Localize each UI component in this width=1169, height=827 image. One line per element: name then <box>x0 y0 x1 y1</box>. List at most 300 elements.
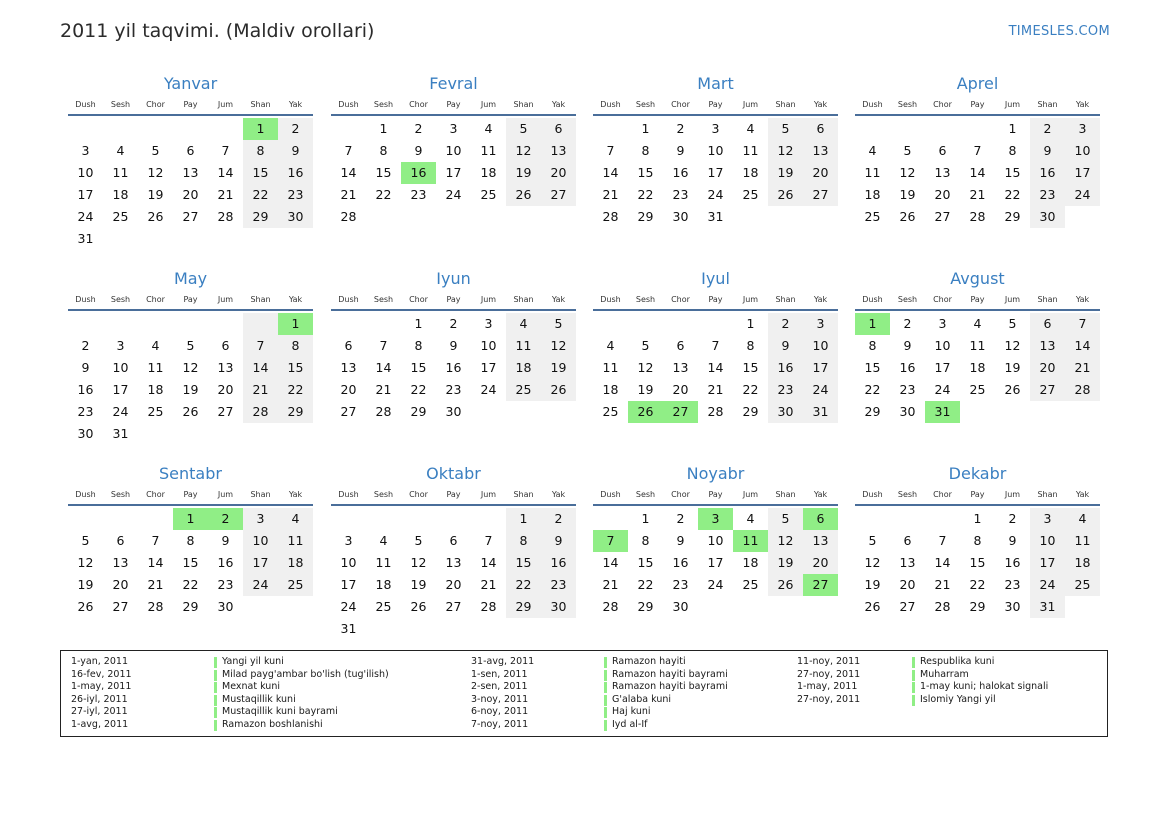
day-cell: 12 <box>899 165 916 180</box>
day-cell: 12 <box>506 140 541 162</box>
day-cell: 24 <box>803 379 838 401</box>
day-cell: 23 <box>1030 184 1065 206</box>
empty-cell <box>1065 206 1100 228</box>
weekday-label: Shan <box>513 100 534 109</box>
day-cell: 23 <box>672 187 689 202</box>
holiday-date: 11-noy, 2011 <box>797 656 861 667</box>
day-cell: 17 <box>77 187 94 202</box>
day-cell: 2 <box>414 121 423 136</box>
day-cell: 4 <box>506 313 541 335</box>
day-cell: 6 <box>803 118 838 140</box>
day-cell: 13 <box>1030 335 1065 357</box>
month-name: Yanvar <box>163 74 218 93</box>
day-grid <box>855 118 1100 228</box>
month-name: Oktabr <box>426 464 481 483</box>
day-cell: 19 <box>899 187 916 202</box>
weekday-label: Pay <box>446 295 461 304</box>
weekday-label: Sesh <box>110 100 131 109</box>
day-cell: 9 <box>221 533 230 548</box>
day-cell: 3 <box>1065 118 1100 140</box>
day-cell: 10 <box>340 555 357 570</box>
day-cell: 25 <box>480 187 497 202</box>
day-cell: 22 <box>410 382 427 397</box>
day-cell: 3 <box>344 533 353 548</box>
day-cell: 24 <box>1030 574 1065 596</box>
day-cell: 23 <box>672 577 689 592</box>
day-cell: 8 <box>641 143 650 158</box>
day-cell: 27 <box>340 404 357 419</box>
empty-cell <box>436 618 471 640</box>
weekday-label: Dush <box>600 100 621 109</box>
weekday-label: Jum <box>742 100 759 109</box>
day-cell: 15 <box>637 165 654 180</box>
day-cell: 25 <box>1065 574 1100 596</box>
day-cell: 14 <box>243 357 278 379</box>
month-name: May <box>173 269 208 288</box>
empty-cell <box>243 423 278 445</box>
holiday-marker <box>912 657 915 668</box>
weekday-label: Chor <box>409 295 428 304</box>
day-cell: 14 <box>340 165 357 180</box>
holiday-date: 6-noy, 2011 <box>471 706 529 717</box>
holiday-name: Yangi yil kuni <box>222 656 284 667</box>
holiday-name: Respublika kuni <box>920 656 995 667</box>
legend-item <box>61 694 1107 707</box>
weekday-label: Yak <box>813 295 828 304</box>
legend-item <box>61 656 1107 669</box>
day-cell: 31 <box>925 401 960 423</box>
month-name: Noyabr <box>686 464 745 483</box>
weekday-label: Shan <box>775 295 796 304</box>
day-cell: 10 <box>934 338 951 353</box>
day-cell: 31 <box>803 401 838 423</box>
month-iyun <box>331 267 576 423</box>
day-cell: 15 <box>1004 165 1021 180</box>
day-cell: 11 <box>733 530 768 552</box>
empty-cell <box>366 206 401 228</box>
day-cell: 15 <box>278 357 313 379</box>
day-cell: 21 <box>147 577 164 592</box>
month-name: Sentabr <box>159 464 222 483</box>
weekday-label: Yak <box>288 100 303 109</box>
day-cell: 17 <box>112 382 129 397</box>
empty-cell <box>208 118 243 140</box>
day-cell: 4 <box>379 533 388 548</box>
day-cell: 8 <box>973 533 982 548</box>
weekday-header <box>331 98 576 116</box>
empty-cell <box>593 118 628 140</box>
day-cell: 14 <box>934 555 951 570</box>
day-grid <box>68 313 313 445</box>
empty-cell <box>471 508 506 530</box>
empty-cell <box>366 618 401 640</box>
day-cell: 24 <box>707 577 724 592</box>
day-cell: 4 <box>606 338 615 353</box>
empty-cell <box>541 401 576 423</box>
day-cell: 24 <box>934 382 951 397</box>
day-cell: 28 <box>147 599 164 614</box>
brand-link[interactable]: TIMESLES.COM <box>1008 24 1110 39</box>
holiday-name: Milad payg'ambar bo'lish (tug'ilish) <box>222 668 389 680</box>
day-cell: 27 <box>217 404 234 419</box>
day-cell: 1 <box>1008 121 1017 136</box>
day-cell: 9 <box>278 140 313 162</box>
day-cell: 4 <box>278 508 313 530</box>
empty-cell <box>208 313 243 335</box>
day-cell: 11 <box>602 360 619 375</box>
day-cell: 31 <box>340 621 357 636</box>
day-cell: 16 <box>768 357 803 379</box>
day-cell: 28 <box>602 599 619 614</box>
weekday-header <box>68 293 313 311</box>
day-grid <box>855 508 1100 618</box>
month-oktabr <box>331 462 576 640</box>
day-cell: 16 <box>445 360 462 375</box>
day-cell: 8 <box>746 338 755 353</box>
day-cell: 22 <box>864 382 881 397</box>
day-cell: 13 <box>541 140 576 162</box>
day-cell: 16 <box>278 162 313 184</box>
empty-cell <box>103 228 138 250</box>
day-cell: 1 <box>278 313 313 335</box>
day-cell: 31 <box>707 209 724 224</box>
day-cell: 21 <box>707 382 724 397</box>
day-cell: 27 <box>182 209 199 224</box>
holiday-name: Ramazon hayiti bayrami <box>612 681 728 692</box>
day-cell: 3 <box>243 508 278 530</box>
day-cell: 3 <box>938 316 947 331</box>
day-cell: 2 <box>676 121 685 136</box>
empty-cell <box>243 596 278 618</box>
day-cell: 13 <box>112 555 129 570</box>
weekday-header <box>68 488 313 506</box>
day-cell: 14 <box>375 360 392 375</box>
month-fevral <box>331 72 576 228</box>
empty-cell <box>663 313 698 335</box>
legend-item <box>61 706 1107 719</box>
day-cell: 23 <box>1004 577 1021 592</box>
day-cell: 9 <box>676 533 685 548</box>
day-cell: 8 <box>379 143 388 158</box>
weekday-label: Pay <box>446 100 461 109</box>
day-cell: 21 <box>602 577 619 592</box>
day-cell: 9 <box>676 143 685 158</box>
day-cell: 25 <box>602 404 619 419</box>
empty-cell <box>1065 596 1100 618</box>
day-cell: 2 <box>541 508 576 530</box>
day-cell: 13 <box>899 555 916 570</box>
weekday-label: Pay <box>183 490 198 499</box>
weekday-label: Sesh <box>373 295 394 304</box>
holiday-name: G'alaba kuni <box>612 693 672 705</box>
weekday-label: Dush <box>862 295 883 304</box>
empty-cell <box>593 508 628 530</box>
day-cell: 8 <box>868 338 877 353</box>
day-cell: 1 <box>414 316 423 331</box>
day-cell: 19 <box>541 357 576 379</box>
day-cell: 14 <box>602 165 619 180</box>
day-cell: 23 <box>410 187 427 202</box>
weekday-label: Yak <box>551 100 566 109</box>
empty-cell <box>138 423 173 445</box>
day-cell: 25 <box>112 209 129 224</box>
day-cell: 17 <box>445 165 462 180</box>
holiday-marker <box>912 682 915 693</box>
empty-cell <box>960 401 995 423</box>
month-name: Iyul <box>701 269 730 288</box>
day-cell: 12 <box>864 555 881 570</box>
day-cell: 5 <box>151 143 160 158</box>
empty-cell <box>138 228 173 250</box>
day-cell: 11 <box>375 555 392 570</box>
weekday-label: Chor <box>146 295 165 304</box>
weekday-header <box>855 488 1100 506</box>
day-cell: 4 <box>484 121 493 136</box>
day-cell: 10 <box>803 335 838 357</box>
weekday-label: Shan <box>513 295 534 304</box>
holiday-name: Muharram <box>920 668 969 680</box>
weekday-label: Yak <box>288 295 303 304</box>
empty-cell <box>173 423 208 445</box>
day-cell: 21 <box>243 379 278 401</box>
month-name: Iyun <box>436 269 471 288</box>
day-cell: 16 <box>672 165 689 180</box>
day-cell: 16 <box>541 552 576 574</box>
weekday-label: Jum <box>217 295 234 304</box>
weekday-label: Dush <box>338 490 359 499</box>
empty-cell <box>401 508 436 530</box>
weekday-label: Chor <box>933 295 952 304</box>
day-cell: 8 <box>243 140 278 162</box>
empty-cell <box>103 313 138 335</box>
day-cell: 25 <box>506 379 541 401</box>
day-cell: 29 <box>969 599 986 614</box>
day-cell: 20 <box>803 552 838 574</box>
weekday-label: Jum <box>480 295 497 304</box>
holiday-name: Haj kuni <box>612 706 651 717</box>
day-cell: 11 <box>506 335 541 357</box>
day-cell: 11 <box>1065 530 1100 552</box>
day-cell: 7 <box>221 143 230 158</box>
day-cell: 28 <box>217 209 234 224</box>
day-cell: 25 <box>278 574 313 596</box>
day-cell: 20 <box>1030 357 1065 379</box>
day-cell: 8 <box>414 338 423 353</box>
day-cell: 28 <box>707 404 724 419</box>
day-cell: 14 <box>969 165 986 180</box>
day-cell: 4 <box>973 316 982 331</box>
day-cell: 24 <box>480 382 497 397</box>
day-cell: 15 <box>375 165 392 180</box>
holiday-name: 1-may kuni; halokat signali <box>920 681 1049 692</box>
day-cell: 24 <box>707 187 724 202</box>
day-cell: 5 <box>641 338 650 353</box>
day-cell: 7 <box>973 143 982 158</box>
day-cell: 24 <box>445 187 462 202</box>
empty-cell <box>278 228 313 250</box>
month-sentabr <box>68 462 313 618</box>
empty-cell <box>243 313 278 335</box>
day-cell: 15 <box>969 555 986 570</box>
day-cell: 17 <box>243 552 278 574</box>
holiday-name: Mustaqillik kuni bayrami <box>222 706 338 717</box>
day-cell: 6 <box>344 338 353 353</box>
day-cell: 26 <box>506 184 541 206</box>
day-cell: 17 <box>1065 162 1100 184</box>
day-cell: 9 <box>1008 533 1017 548</box>
day-cell: 14 <box>147 555 164 570</box>
weekday-label: Shan <box>1037 490 1058 499</box>
day-cell: 27 <box>445 599 462 614</box>
empty-cell <box>628 313 663 335</box>
day-cell: 16 <box>401 162 436 184</box>
day-cell: 25 <box>969 382 986 397</box>
day-cell: 13 <box>340 360 357 375</box>
weekday-label: Shan <box>775 490 796 499</box>
day-cell: 2 <box>1030 118 1065 140</box>
day-cell: 20 <box>445 577 462 592</box>
day-cell: 5 <box>768 118 803 140</box>
month-name: Avgust <box>950 269 1005 288</box>
day-cell: 11 <box>969 338 986 353</box>
day-cell: 5 <box>186 338 195 353</box>
day-cell: 24 <box>77 209 94 224</box>
day-cell: 4 <box>746 511 755 526</box>
day-cell: 18 <box>147 382 164 397</box>
day-cell: 30 <box>899 404 916 419</box>
day-cell: 30 <box>217 599 234 614</box>
empty-cell <box>173 228 208 250</box>
day-cell: 15 <box>637 555 654 570</box>
holiday-name: Islomiy Yangi yil <box>920 693 996 705</box>
empty-cell <box>331 313 366 335</box>
day-cell: 10 <box>243 530 278 552</box>
day-cell: 2 <box>903 316 912 331</box>
day-cell: 6 <box>449 533 458 548</box>
day-cell: 30 <box>541 596 576 618</box>
holiday-date: 16-fev, 2011 <box>71 668 132 680</box>
holiday-date: 1-may, 2011 <box>71 681 132 692</box>
weekday-label: Chor <box>671 490 690 499</box>
day-cell: 26 <box>899 209 916 224</box>
empty-cell <box>506 401 541 423</box>
month-noyabr <box>593 462 838 618</box>
holiday-name: Ramazon hayiti <box>612 656 686 667</box>
day-cell: 22 <box>375 187 392 202</box>
empty-cell <box>173 313 208 335</box>
day-cell: 22 <box>637 577 654 592</box>
day-cell: 28 <box>934 599 951 614</box>
day-cell: 25 <box>375 599 392 614</box>
weekday-label: Jum <box>1004 490 1021 499</box>
day-cell: 30 <box>1004 599 1021 614</box>
day-cell: 22 <box>243 184 278 206</box>
day-cell: 9 <box>81 360 90 375</box>
holiday-date: 3-noy, 2011 <box>471 693 529 705</box>
weekday-label: Yak <box>551 490 566 499</box>
day-cell: 10 <box>1065 140 1100 162</box>
day-cell: 21 <box>1065 357 1100 379</box>
day-cell: 24 <box>243 574 278 596</box>
weekday-header <box>593 98 838 116</box>
day-cell: 15 <box>182 555 199 570</box>
day-cell: 8 <box>641 533 650 548</box>
day-cell: 17 <box>934 360 951 375</box>
day-cell: 22 <box>969 577 986 592</box>
day-cell: 25 <box>147 404 164 419</box>
day-cell: 5 <box>868 533 877 548</box>
day-cell: 29 <box>864 404 881 419</box>
empty-cell <box>401 618 436 640</box>
holiday-name: Iyd al-If <box>612 718 648 730</box>
weekday-label: Dush <box>75 100 96 109</box>
day-cell: 31 <box>112 426 129 441</box>
day-cell: 3 <box>698 508 733 530</box>
day-cell: 4 <box>868 143 877 158</box>
weekday-label: Chor <box>409 100 428 109</box>
day-cell: 20 <box>899 577 916 592</box>
day-cell: 1 <box>641 121 650 136</box>
month-aprel <box>855 72 1100 228</box>
day-cell: 29 <box>243 206 278 228</box>
day-cell: 13 <box>803 530 838 552</box>
empty-cell <box>471 618 506 640</box>
day-cell: 4 <box>116 143 125 158</box>
day-cell: 10 <box>77 165 94 180</box>
day-cell: 12 <box>182 360 199 375</box>
day-cell: 10 <box>112 360 129 375</box>
day-cell: 6 <box>676 338 685 353</box>
weekday-label: Jum <box>1004 100 1021 109</box>
day-cell: 12 <box>147 165 164 180</box>
weekday-label: Jum <box>480 100 497 109</box>
holiday-date: 2-sen, 2011 <box>471 681 528 692</box>
weekday-label: Jum <box>217 490 234 499</box>
day-cell: 20 <box>803 162 838 184</box>
weekday-label: Shan <box>250 100 271 109</box>
day-cell: 11 <box>480 143 497 158</box>
day-cell: 3 <box>1030 508 1065 530</box>
day-cell: 18 <box>602 382 619 397</box>
day-cell: 14 <box>1065 335 1100 357</box>
weekday-header <box>68 98 313 116</box>
day-cell: 19 <box>182 382 199 397</box>
day-cell: 20 <box>340 382 357 397</box>
weekday-header <box>331 293 576 311</box>
month-yanvar <box>68 72 313 250</box>
day-cell: 1 <box>243 118 278 140</box>
weekday-label: Jum <box>1004 295 1021 304</box>
empty-cell <box>278 596 313 618</box>
day-cell: 26 <box>541 379 576 401</box>
weekday-label: Jum <box>217 100 234 109</box>
weekday-label: Chor <box>671 100 690 109</box>
empty-cell <box>103 508 138 530</box>
day-cell: 26 <box>182 404 199 419</box>
day-cell: 7 <box>1065 313 1100 335</box>
weekday-label: Chor <box>146 490 165 499</box>
day-cell: 4 <box>1065 508 1100 530</box>
day-grid <box>855 313 1100 423</box>
day-cell: 26 <box>768 184 803 206</box>
day-cell: 6 <box>541 118 576 140</box>
day-cell: 12 <box>410 555 427 570</box>
day-cell: 10 <box>707 533 724 548</box>
empty-cell <box>436 508 471 530</box>
day-cell: 12 <box>1004 338 1021 353</box>
day-cell: 27 <box>803 184 838 206</box>
day-cell: 2 <box>208 508 243 530</box>
